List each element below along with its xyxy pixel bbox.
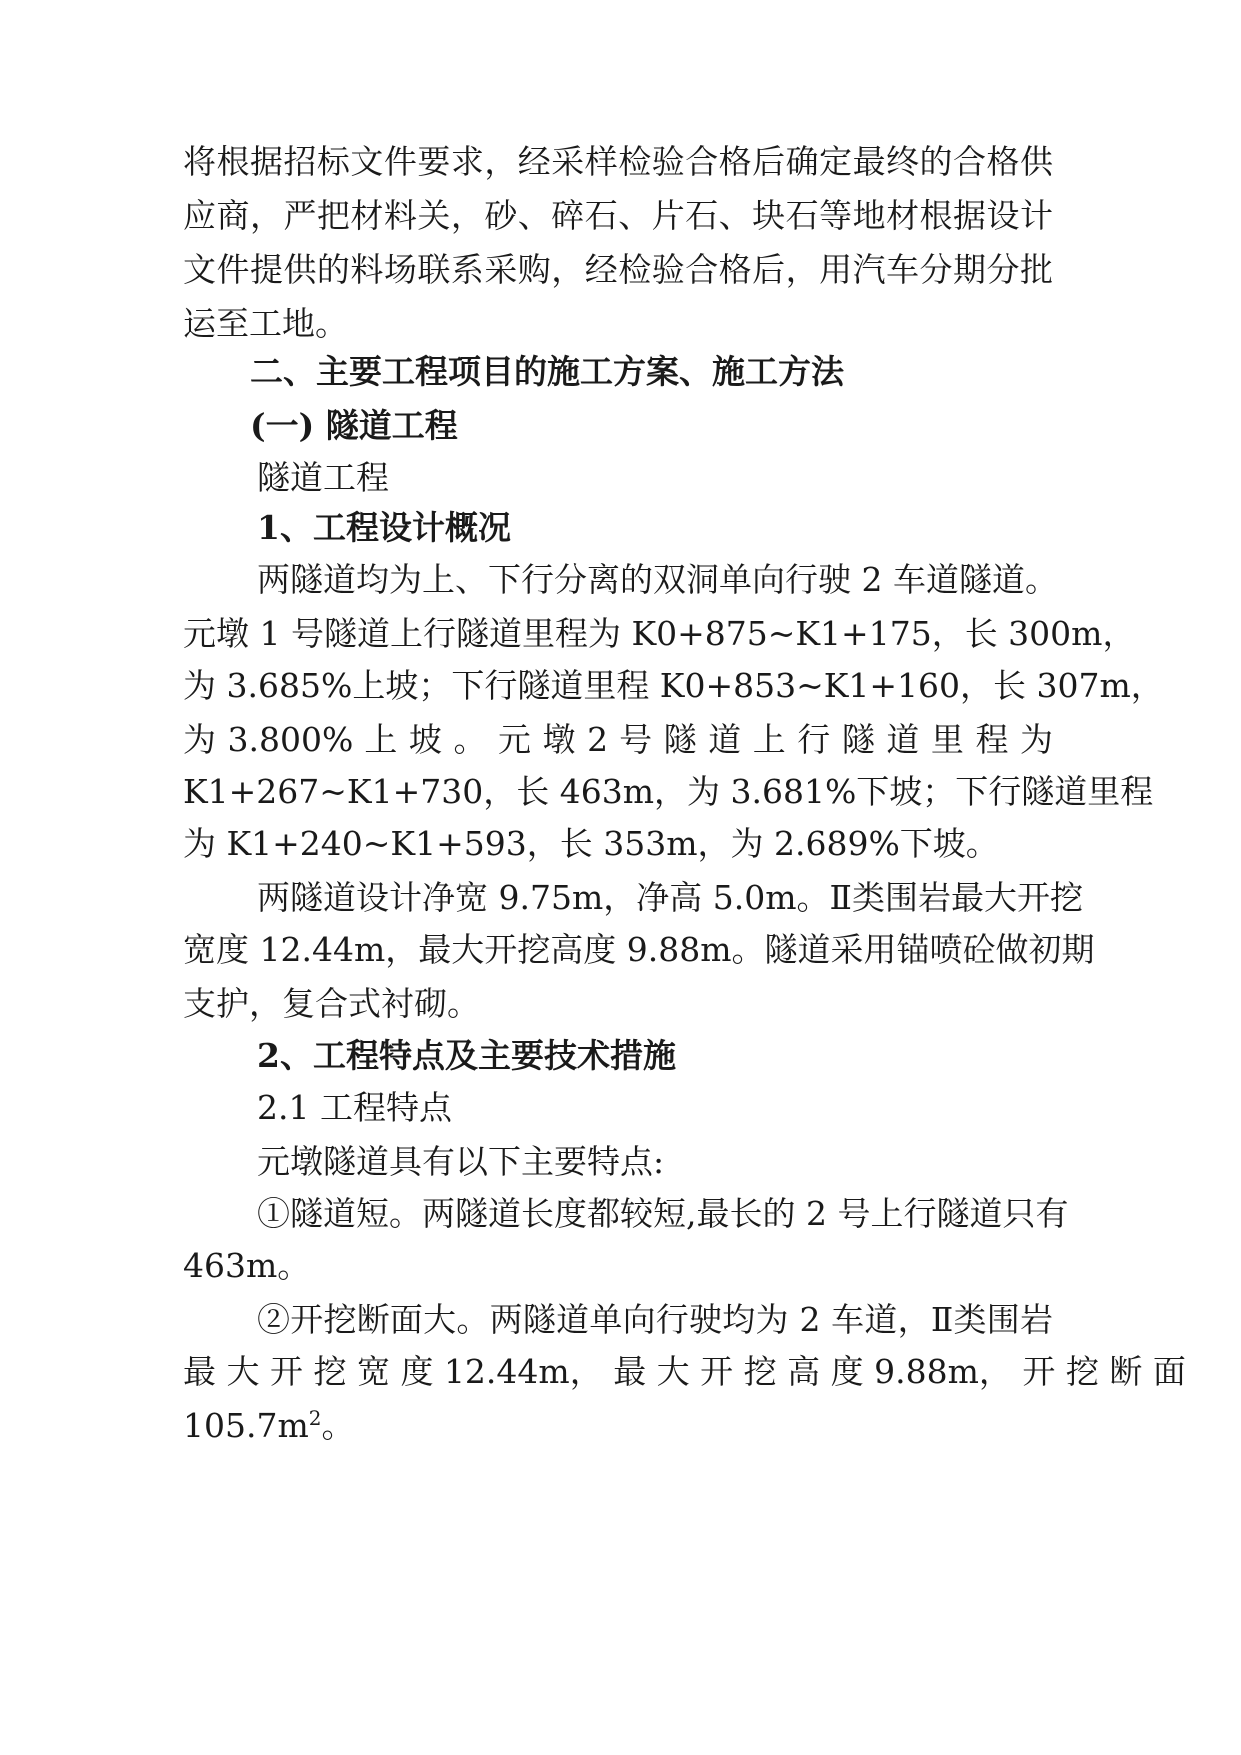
text-line: 支护，复合式衬砌。 [183, 984, 480, 1023]
text-line [183, 1404, 1053, 1448]
heading-1: 1、工程设计概况 [257, 508, 511, 547]
text-line: 最 大 开 挖 宽 度 12.44m， 最 大 开 挖 高 度 9.88m， 开 挖 断 面 [183, 1352, 1186, 1391]
text-punctuation: 。 [321, 1406, 355, 1445]
text-line: 应商，严把材料关，砂、碎石、片石、块石等地材根据设计 [183, 196, 1053, 235]
text-line: 运至工地。 [183, 304, 348, 343]
text-line: 463m。 [183, 1246, 311, 1285]
text-line: 元墩 1 号隧道上行隧道里程为 K0+875~K1+175，长 300m， [183, 614, 1136, 653]
section-title: 二、主要工程项目的施工方案、施工方法 [250, 352, 844, 391]
text-line: ②开挖断面大。两隧道单向行驶均为 2 车道，Ⅱ类围岩 [257, 1300, 1053, 1339]
superscript: 2 [308, 1406, 322, 1430]
heading-2: 2、工程特点及主要技术措施 [257, 1036, 676, 1075]
text-line: 文件提供的料场联系采购，经检验合格后，用汽车分期分批 [183, 250, 1053, 289]
text-line: 将根据招标文件要求，经采样检验合格后确定最终的合格供 [183, 142, 1053, 181]
text-line: K1+267~K1+730，长 463m，为 3.681%下坡；下行隧道里程 [183, 772, 1154, 811]
text-line: 为 3.800% 上 坡 。 元 墩 2 号 隧 道 上 行 隧 道 里 程 为 [183, 720, 1053, 759]
subsection-subtitle: 隧道工程 [257, 458, 389, 497]
area-value: 105.7m [183, 1406, 309, 1445]
text-line: 为 K1+240~K1+593，长 353m，为 2.689%下坡。 [183, 824, 999, 863]
text-line: ①隧道短。两隧道长度都较短,最长的 2 号上行隧道只有 [257, 1194, 1069, 1233]
text-line: 宽度 12.44m，最大开挖高度 9.88m。隧道采用锚喷砼做初期 [183, 930, 1095, 969]
subsection-title: (一) 隧道工程 [250, 406, 458, 445]
features-intro: 元墩隧道具有以下主要特点: [257, 1142, 665, 1181]
text-line: 为 3.685%上坡；下行隧道里程 K0+853~K1+160，长 307m， [183, 666, 1164, 705]
text-line: 两隧道设计净宽 9.75m，净高 5.0m。Ⅱ类围岩最大开挖 [257, 878, 1083, 917]
text-line: 两隧道均为上、下行分离的双洞单向行驶 2 车道隧道。 [257, 560, 1058, 599]
heading-2-1: 2.1 工程特点 [257, 1088, 452, 1127]
